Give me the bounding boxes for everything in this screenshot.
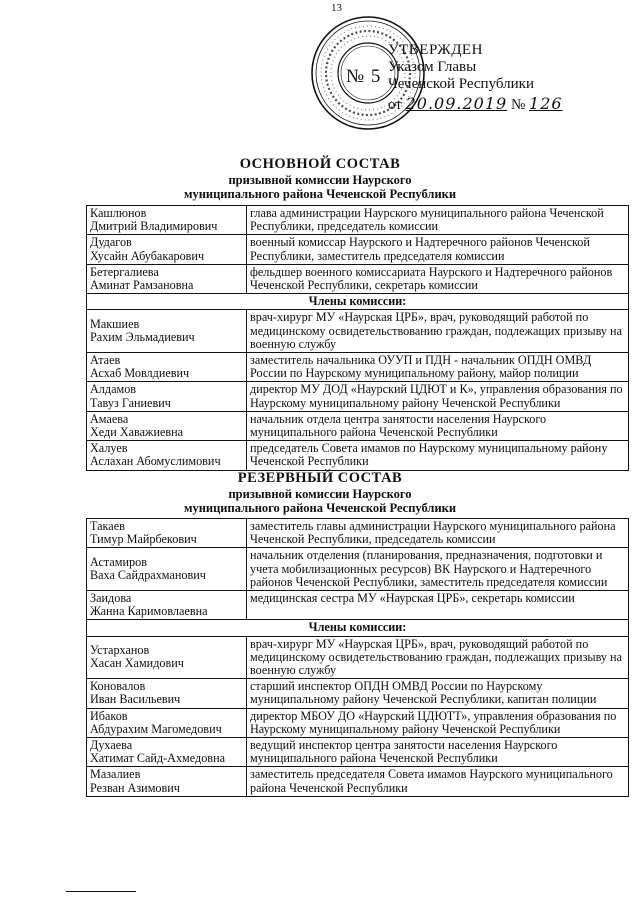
person-given-name: Хасан Хамидович — [90, 656, 184, 671]
person-name-cell — [87, 548, 247, 591]
person-position-cell: врач-хирург МУ «Наурская ЦРБ», врач, руководящий работой по медицинскому освидетельствованию граждан, подлежащих призыву на военную службу — [247, 310, 629, 353]
person-surname: Мазалиев — [90, 767, 141, 782]
person-surname: Бетергалиева — [90, 264, 159, 279]
main-roster-table — [86, 205, 629, 471]
person-given-name: Аминат Рамзановна — [90, 278, 194, 293]
page-number: 13 — [331, 2, 342, 14]
approval-number: 126 — [529, 94, 563, 113]
person-name-cell — [87, 353, 247, 382]
person-given-name: Хеди Хаважиевна — [90, 425, 184, 440]
approval-date-line — [388, 95, 563, 114]
person-name-cell — [87, 264, 247, 293]
reserve-subtitle-2: муниципального района Чеченской Республики — [183, 501, 457, 515]
person-given-name: Жанна Каримовлаевна — [90, 604, 208, 619]
person-name-cell — [87, 591, 247, 620]
person-name-cell — [87, 310, 247, 353]
person-given-name: Абдурахим Магомедович — [90, 721, 222, 736]
person-position-cell: директор МУ ДОД «Наурский ЦДЮТ и К», управления образования по Наурскому муниципальному району Чеченской Республики — [247, 382, 629, 411]
person-name-cell — [87, 519, 247, 548]
person-surname: Заидова — [90, 591, 132, 606]
person-surname: Макшиев — [90, 317, 140, 332]
members-header-row — [87, 620, 629, 636]
person-surname: Алдамов — [90, 382, 137, 397]
person-name-cell — [87, 738, 247, 767]
table-row — [87, 679, 629, 708]
person-given-name: Хусайн Абубакарович — [90, 248, 205, 263]
main-title: ОСНОВНОЙ СОСТАВ — [239, 156, 401, 172]
person-surname: Дудагов — [90, 235, 132, 250]
person-name-cell — [87, 441, 247, 470]
footer-rule — [66, 891, 136, 892]
approval-date-prefix: от — [388, 97, 402, 113]
person-position-cell: начальник отделения (планирования, предназначения, подготовки и учета мобилизационных ресурсов) ВК Наурского и Надтеречного районов Чеченской Республики, заместитель председателя комиссии — [247, 548, 629, 591]
person-given-name: Хатимат Сайд-Ахмедовна — [90, 751, 225, 766]
person-given-name: Аслахан Абомуслимович — [90, 454, 221, 469]
person-surname: Амаева — [90, 411, 129, 426]
person-given-name: Ваха Сайдрахманович — [90, 568, 206, 583]
approval-heading: УТВЕРЖДЕН — [388, 42, 483, 58]
members-header-row — [87, 294, 629, 310]
table-row — [87, 235, 629, 264]
person-position-cell: глава администрации Наурского муниципального района Чеченской Республики, председатель комиссии — [247, 206, 629, 235]
person-position-cell: старший инспектор ОПДН ОМВД России по Наурскому муниципальному району Чеченской Республики, капитан полиции — [247, 679, 629, 708]
person-surname: Устарханов — [90, 643, 150, 658]
person-given-name: Резван Азимович — [90, 780, 180, 795]
table-row — [87, 310, 629, 353]
main-heading — [0, 156, 640, 201]
person-position-cell: медицинская сестра МУ «Наурская ЦРБ», секретарь комиссии — [247, 591, 629, 620]
approval-republic-line: Чеченской Республики — [388, 76, 534, 92]
person-surname: Духаева — [90, 738, 133, 753]
reserve-title: РЕЗЕРВНЫЙ СОСТАВ — [237, 470, 403, 486]
person-given-name: Тавуз Ганиевич — [90, 395, 171, 410]
person-surname: Атаев — [90, 353, 121, 368]
table-row — [87, 738, 629, 767]
table-row — [87, 591, 629, 620]
reserve-heading — [0, 470, 640, 515]
table-row — [87, 382, 629, 411]
person-position-cell: заместитель главы администрации Наурского муниципального района Чеченской Республики, председатель комиссии — [247, 519, 629, 548]
person-surname: Такаев — [90, 519, 125, 533]
table-row — [87, 441, 629, 470]
seal-number: № 5 — [346, 66, 382, 87]
approval-decree-line: Указом Главы — [388, 59, 477, 75]
main-subtitle-2: муниципального района Чеченской Республики — [183, 187, 457, 201]
person-given-name: Асхаб Мовлдиевич — [90, 366, 190, 381]
approval-block — [388, 42, 563, 114]
person-name-cell — [87, 767, 247, 796]
person-surname: Коновалов — [90, 679, 146, 694]
person-given-name: Иван Васильевич — [90, 692, 181, 707]
table-row — [87, 264, 629, 293]
person-surname: Кашлюнов — [90, 206, 147, 220]
table-row — [87, 548, 629, 591]
person-position-cell: председатель Совета имамов по Наурскому муниципальному району Чеченской Республики — [247, 441, 629, 470]
table-row — [87, 767, 629, 796]
table-row — [87, 411, 629, 440]
person-name-cell — [87, 636, 247, 679]
person-position-cell: фельдшер военного комиссариата Наурского и Надтеречного районов Чеченской Республики, секретарь комиссии — [247, 264, 629, 293]
person-given-name: Тимур Майрбекович — [90, 532, 197, 547]
approval-number-prefix: № — [510, 97, 526, 113]
person-position-cell: врач-хирург МУ «Наурская ЦРБ», врач, руководящий работой по медицинскому освидетельствованию граждан, подлежащих призыву на военную службу — [247, 636, 629, 679]
table-row — [87, 708, 629, 737]
person-position-cell: начальник отдела центра занятости населения Наурского муниципального района Чеченской Республики — [247, 411, 629, 440]
members-header: Члены комиссии: — [87, 620, 629, 636]
person-surname: Астамиров — [90, 555, 147, 569]
person-surname: Халуев — [90, 441, 128, 456]
members-header: Члены комиссии: — [87, 294, 629, 310]
person-name-cell — [87, 235, 247, 264]
reserve-roster-table — [86, 518, 629, 797]
person-position-cell: ведущий инспектор центра занятости населения Наурского муниципального района Чеченской Республики — [247, 738, 629, 767]
person-name-cell — [87, 679, 247, 708]
person-name-cell — [87, 206, 247, 235]
table-row — [87, 636, 629, 679]
person-position-cell: директор МБОУ ДО «Наурский ЦДЮТТ», управления образования по Наурскому муниципальному району Чеченской Республики — [247, 708, 629, 737]
person-position-cell: заместитель начальника ОУУП и ПДН - начальник ОПДН ОМВД России по Наурскому муниципальному району, майор полиции — [247, 353, 629, 382]
person-given-name: Рахим Эльмадиевич — [90, 330, 195, 345]
reserve-subtitle-1: призывной комиссии Наурского — [228, 487, 412, 501]
person-position-cell: заместитель председателя Совета имамов Наурского муниципального района Чеченской Республики — [247, 767, 629, 796]
approval-date: 20.09.2019 — [405, 94, 508, 113]
table-row — [87, 519, 629, 548]
table-row — [87, 353, 629, 382]
person-name-cell — [87, 382, 247, 411]
person-given-name: Дмитрий Владимирович — [90, 219, 218, 234]
main-subtitle-1: призывной комиссии Наурского — [228, 173, 412, 187]
person-name-cell — [87, 411, 247, 440]
person-name-cell — [87, 708, 247, 737]
person-surname: Ибаков — [90, 708, 128, 723]
table-row — [87, 206, 629, 235]
person-position-cell: военный комиссар Наурского и Надтеречного районов Чеченской Республики, заместитель председателя комиссии — [247, 235, 629, 264]
